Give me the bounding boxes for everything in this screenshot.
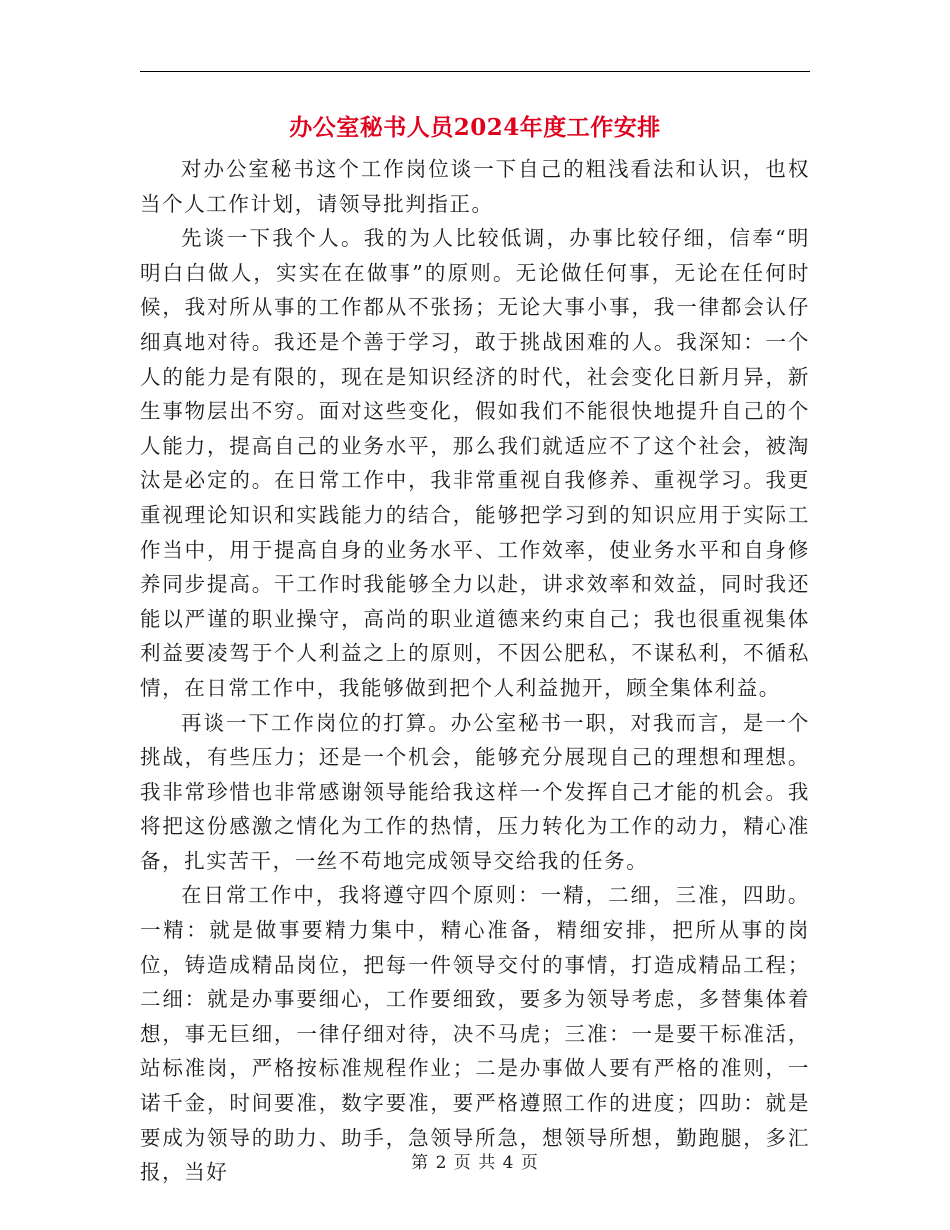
document-body xyxy=(140,152,810,1190)
page-number-footer xyxy=(0,1150,950,1176)
paragraph-job-plan: 再谈一下工作岗位的打算。办公室秘书一职，对我而言，是一个挑战，有些压力；还是一个机会，能够充分展现自己的理想和理想。我非常珍惜也非常感谢领导能给我这样一个发挥自己才能的机会。我将把这份感激之情化为工作的热情，压力转化为工作的动力，精心准备，扎实苦干，一丝不苟地完成领导交给我的任务。 xyxy=(140,710,810,873)
document-title: 办公室秘书人员2024年度工作安排 xyxy=(289,114,661,141)
footer-current-page: 2 xyxy=(435,1153,448,1173)
paragraph-principles: 在日常工作中，我将遵守四个原则：一精，二细，三准，四助。一精：就是做事要精力集中，精心准备，精细安排，把所从事的岗位，铸造成精品岗位，把每一件领导交付的事情，打造成精品工程；二细：就是办事要细心，工作要细致，要多为领导考虑，多替集体着想，事无巨细，一律仔细对待，决不马虎；三准：一是要干标准活，站标准岗，严格按标准规程作业；二是办事做人要有严格的准则，一诺千金，时间要准，数字要准，要严格遵照工作的进度；四助：就是要成为领导的助力、助手，急领导所急，想领导所想，勤跑腿，多汇报，当好 xyxy=(140,883,810,1185)
footer-prefix: 第 xyxy=(411,1153,430,1173)
paragraph-personal: 先谈一下我个人。我的为人比较低调，办事比较仔细，信奉“明明白白做人，实实在在做事”的原则。无论做任何事，无论在任何时候，我对所从事的工作都从不张扬；无论大事小事，我一律都会认仔细真地对待。我还是个善于学习，敢于挑战困难的人。我深知：一个人的能力是有限的，现在是知识经济的时代，社会变化日新月异，新生事物层出不穷。面对这些变化，假如我们不能很快地提升自己的个人能力，提高自己的业务水平，那么我们就适应不了这个社会，被淘汰是必定的。在日常工作中，我非常重视自我修养、重视学习。我更重视理论知识和实践能力的结合，能够把学习到的知识应用于实际工作当中，用于提高自身的业务水平、工作效率，使业务水平和自身修养同步提高。干工作时我能够全力以赴，讲求效率和效益，同时我还能以严谨的职业操守，高尚的职业道德来约束自己；我也很重视集体利益要凌驾于个人利益之上的原则，不因公肥私，不谋私利，不循私情，在日常工作中，我能够做到把个人利益抛开，顾全集体利益。 xyxy=(140,226,810,700)
header-rule xyxy=(140,71,810,72)
footer-middle: 页 共 xyxy=(453,1153,497,1173)
paragraph-intro: 对办公室秘书这个工作岗位谈一下自己的粗浅看法和认识，也权当个人工作计划，请领导批判指正。 xyxy=(140,157,810,216)
footer-total-pages: 4 xyxy=(502,1153,515,1173)
footer-suffix: 页 xyxy=(520,1153,539,1173)
